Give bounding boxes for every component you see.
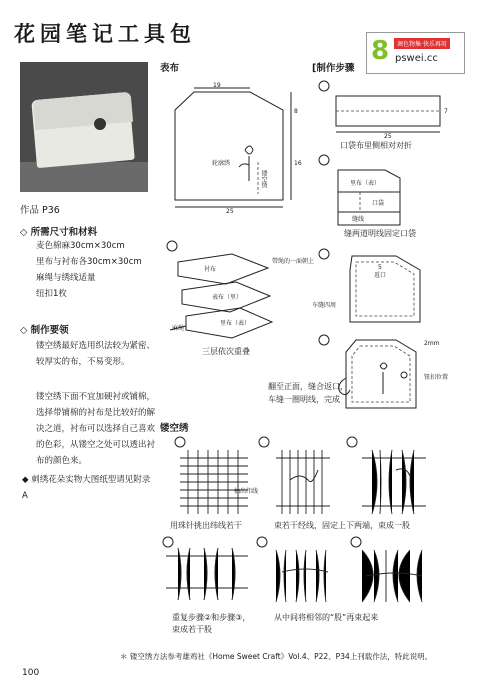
hollow-caption-1: 用珠针挑出纬线若干: [170, 521, 242, 530]
step3-cord-label: 麻绳: [172, 325, 185, 332]
step5-button-label: 钮扣位置: [424, 374, 449, 381]
dim-step1-width: 25: [384, 133, 392, 140]
hollow-heading: 镂空绣: [160, 423, 189, 434]
hollow-caption-4: 从中间将相邻的“股”再束起来: [274, 613, 379, 622]
diagram-heading-main: 表布: [160, 63, 180, 74]
hollow-step-3: [347, 437, 426, 514]
material-item: 里布与衬布各30cm×30cm: [36, 257, 142, 267]
notes-heading: ◇ 制作要领: [20, 325, 69, 336]
step3-outer-label: 表布（里）: [212, 294, 243, 301]
step3-caption: 三层依次重叠: [202, 347, 250, 356]
dim-side-a: 8: [294, 108, 298, 115]
materials-heading: ◇ 所需尺寸和材料: [20, 227, 98, 238]
note-2: 镂空绣下面不宜加硬衬或铺棉，选择带铺棉的衬布是比较好的解决之道，衬布可以选择自己喜欢的色彩，从镂空之处可以透出衬布的颜色来。: [36, 392, 156, 466]
hollow-step-1: [175, 437, 248, 514]
pull-thread-label: 抽出纬线: [234, 488, 259, 495]
label-embroidery: 轮廓绣: [212, 160, 231, 167]
step3-inner-label: 里布（表）: [220, 320, 251, 327]
step-1-diagram: [319, 81, 440, 132]
logo-tagline: 调色物集·快乐再用: [394, 38, 450, 49]
step-4-diagram: [319, 249, 420, 322]
material-item: 麦色棉麻30cm×30cm: [36, 241, 125, 251]
pattern-note: ◆ 刺绣花朵实物大图纸型请见附录A: [22, 475, 151, 501]
dim-step1-right: 7: [444, 108, 448, 115]
step5-caption: 翻至正面，缝合返口，车缝一圈明线，完成: [268, 382, 348, 404]
note-1: 镂空绣最好选用织法较为紧密、较厚实的布，不易变形。: [36, 341, 156, 367]
dim-step4-inner: 5: [378, 264, 382, 271]
page-title: 花园笔记工具包: [14, 22, 196, 46]
dim-side-b: 16: [294, 160, 302, 167]
step4-opening-label: 返口: [374, 272, 387, 279]
hollow-step-2: [259, 437, 330, 514]
logo-domain: pswei.cc: [395, 53, 438, 64]
hollow-caption-2: 束若干经线，固定上下两端，束成一股: [274, 521, 410, 530]
outer-fabric-pattern: [175, 88, 291, 207]
dim-bottom: 25: [226, 208, 234, 215]
hollow-caption-3: 重复步骤②和步骤③，束成若干股: [172, 613, 251, 634]
step3-note: 带绳的一面朝上: [272, 258, 315, 265]
label-hollow: 镂空绣: [260, 170, 267, 188]
work-reference: 作品 P36: [20, 205, 60, 216]
logo-mark: 8: [371, 36, 390, 66]
hollow-step-4: [163, 537, 248, 600]
dim-step5-gap: 2mm: [424, 340, 440, 347]
step2-seam-label: 缝线: [352, 216, 365, 223]
material-item: 纽扣1枚: [36, 289, 67, 299]
step3-lining-label: 衬布: [204, 266, 217, 273]
hollow-step-6: [351, 537, 422, 602]
step2-pocket-label: 口袋: [372, 200, 385, 207]
step1-caption: 口袋布里侧相对对折: [340, 141, 412, 150]
page-number: 100: [22, 668, 40, 678]
diagram-heading-steps: [制作步骤: [312, 63, 355, 74]
step4-edge-label: 车缝四周: [312, 302, 337, 309]
material-item: 麻绳与绣线适量: [36, 273, 96, 283]
step2-lining-label: 里布（表）: [350, 180, 381, 187]
footnote: ＊ 镂空绣方法参考雄鸡社《Home Sweet Craft》Vol.4、P22、P34上刊载作法，特此说明。: [120, 652, 433, 661]
dim-top: 19: [213, 82, 221, 89]
step2-caption: 缝两道明线固定口袋: [344, 229, 416, 238]
hollow-step-5: [257, 537, 328, 602]
